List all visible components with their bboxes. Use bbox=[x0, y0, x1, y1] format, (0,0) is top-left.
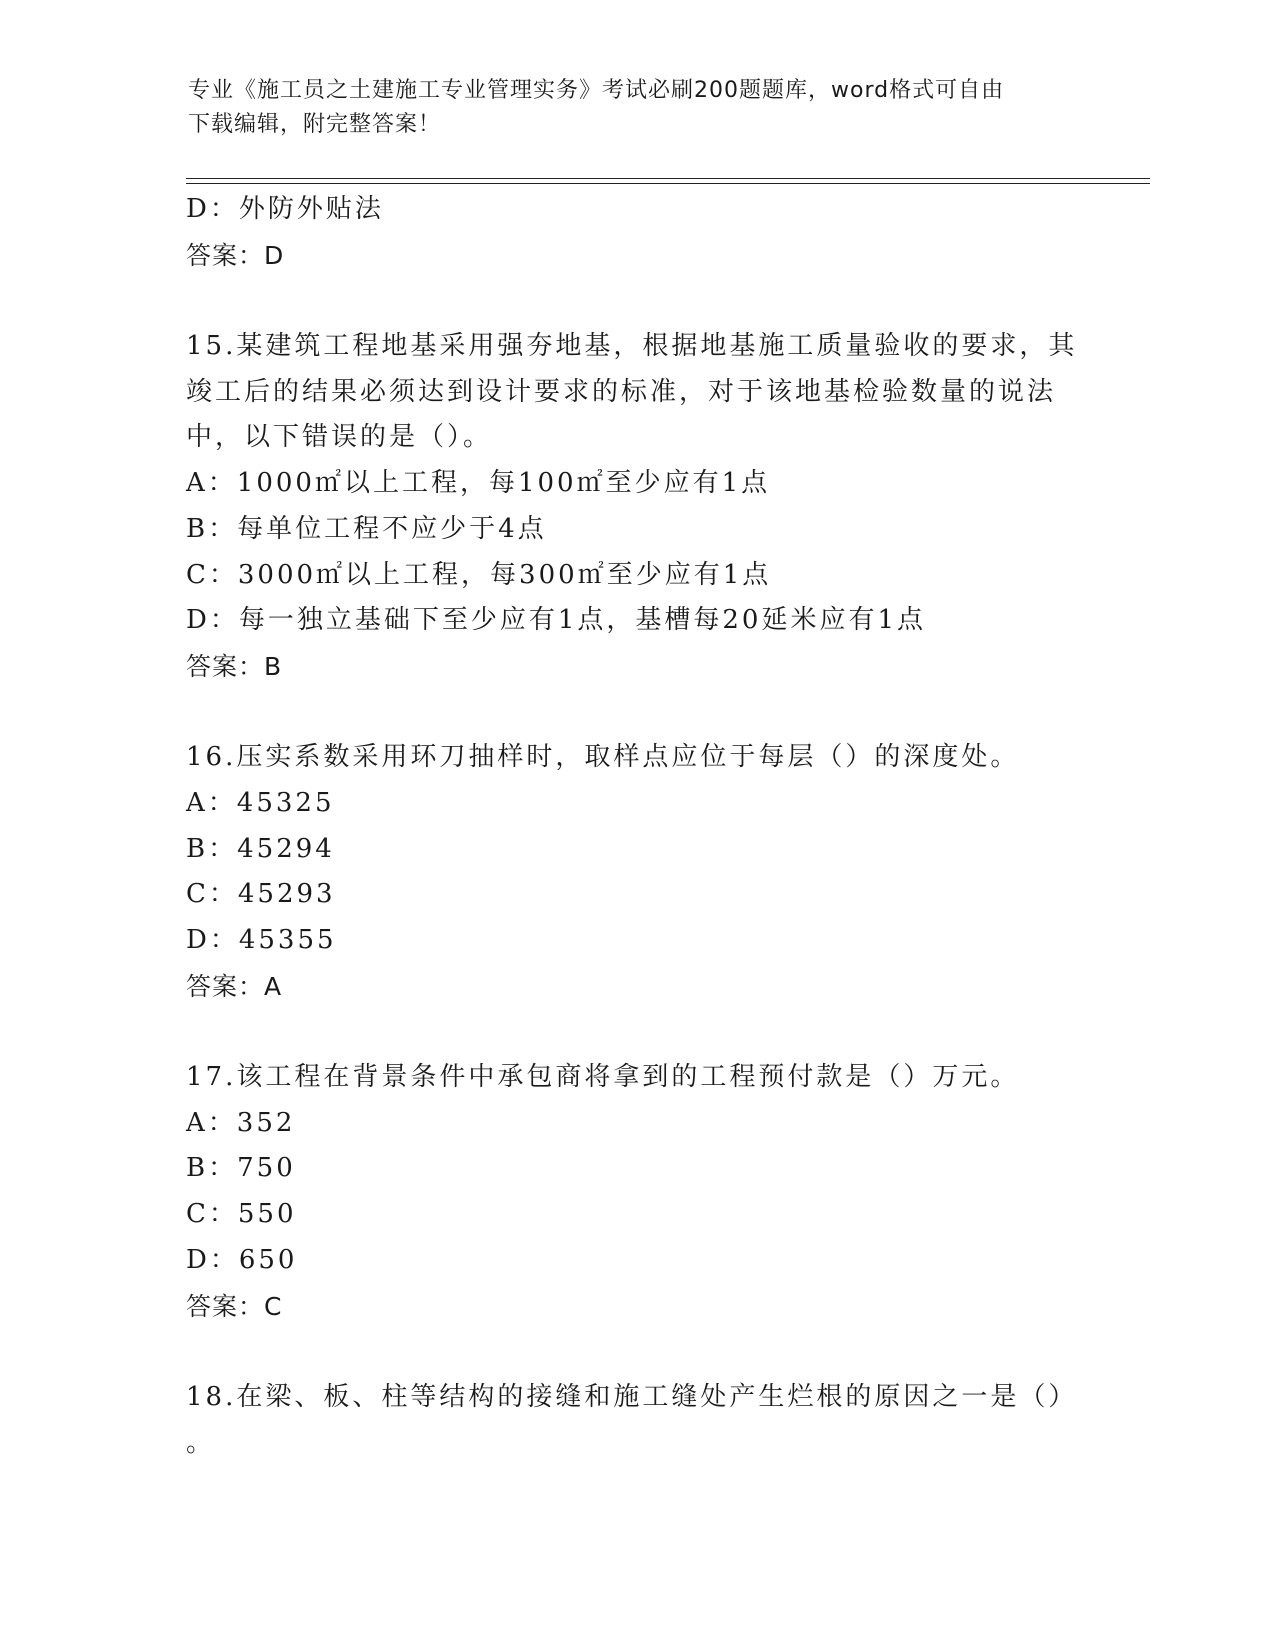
answer: 答案：D bbox=[186, 240, 285, 270]
option-d: D：45355 bbox=[186, 925, 337, 955]
question-18 bbox=[186, 1375, 1086, 1466]
option-d: D：每一独立基础下至少应有1点，基槽每20延米应有1点 bbox=[186, 605, 927, 636]
header-divider-bottom bbox=[186, 183, 1150, 184]
answer: 答案：C bbox=[186, 1291, 283, 1321]
question-stem-line: 18.在梁、板、柱等结构的接缝和施工缝处产生烂根的原因之一是（） bbox=[186, 1381, 1078, 1412]
answer: 答案：A bbox=[186, 971, 283, 1001]
option-d: D：外防外贴法 bbox=[186, 194, 384, 224]
option-c: C：3000㎡以上工程，每300㎡至少应有1点 bbox=[186, 559, 772, 590]
page-header bbox=[188, 74, 1068, 142]
question-stem-line: 中，以下错误的是（）。 bbox=[186, 422, 493, 453]
question-stem-line: 。 bbox=[186, 1427, 216, 1458]
header-title-line-2: 下载编辑，附完整答案！ bbox=[188, 112, 442, 137]
spacer bbox=[186, 278, 1086, 324]
question-stem-line: 16.压实系数采用环刀抽样时，取样点应位于每层（）的深度处。 bbox=[186, 742, 1020, 773]
spacer bbox=[186, 690, 1086, 736]
spacer bbox=[186, 1329, 1086, 1375]
question-stem-line: 17.该工程在背景条件中承包商将拿到的工程预付款是（）万元。 bbox=[186, 1062, 1020, 1093]
option-a: A：45325 bbox=[186, 787, 335, 818]
spacer bbox=[186, 1009, 1086, 1055]
header-title-line-1: 专业《施工员之土建施工专业管理实务》考试必刷200题题库，word格式可自由 bbox=[188, 78, 1005, 103]
option-c: C：550 bbox=[186, 1199, 297, 1230]
option-b: B：45294 bbox=[186, 833, 335, 864]
header-divider-top bbox=[186, 178, 1150, 179]
question-stem-line: 15.某建筑工程地基采用强夯地基，根据地基施工质量验收的要求，其 bbox=[186, 331, 1078, 362]
answer: 答案：B bbox=[186, 651, 283, 681]
option-b: B：750 bbox=[186, 1153, 296, 1184]
option-a: A：352 bbox=[186, 1107, 296, 1138]
question-15 bbox=[186, 324, 1086, 690]
option-c: C：45293 bbox=[186, 879, 336, 910]
question-stem-line: 竣工后的结果必须达到设计要求的标准，对于该地基检验数量的说法 bbox=[186, 376, 1057, 407]
option-b: B：每单位工程不应少于4点 bbox=[186, 513, 547, 544]
question-list bbox=[186, 187, 1086, 1466]
question-16 bbox=[186, 735, 1086, 1009]
option-d: D：650 bbox=[186, 1244, 298, 1275]
question-17 bbox=[186, 1055, 1086, 1329]
option-a: A：1000㎡以上工程，每100㎡至少应有1点 bbox=[186, 468, 771, 499]
